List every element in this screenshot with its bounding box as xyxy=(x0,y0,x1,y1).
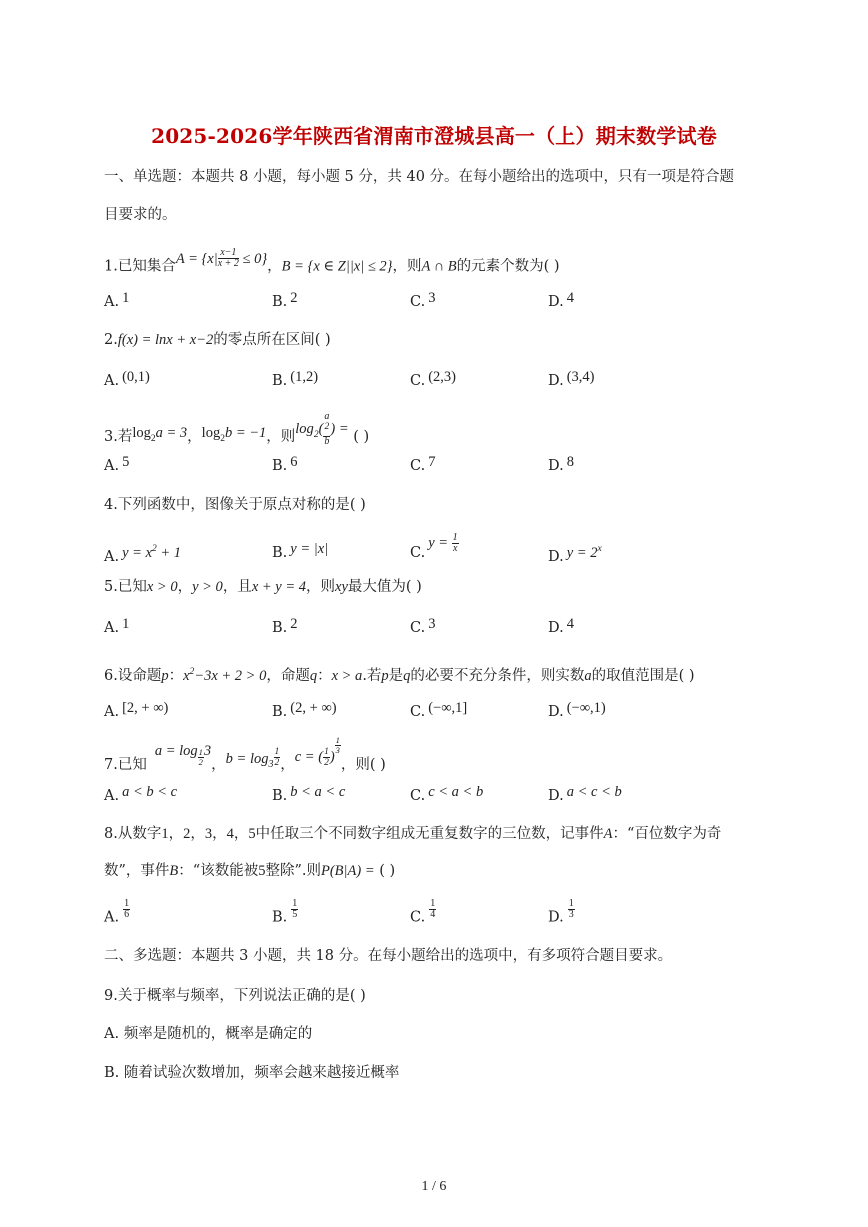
q1-option-c[interactable]: C. 3 xyxy=(410,290,436,310)
q6-option-b[interactable]: B. (2, + ∞) xyxy=(272,700,337,720)
question-1: 1.已知集合A = {x| $\frac{x-1}{x + 2}$ ≤ 0}，B = {x ∈ Z||x| ≤ 2}，则A ∩ B的元素个数为( ) xyxy=(104,247,560,275)
q9-option-b[interactable]: B. 随着试验次数增加，频率会越来越接近概率 xyxy=(104,1065,400,1081)
q2-option-a[interactable]: A. (0,1) xyxy=(104,369,150,389)
q3-option-d[interactable]: D. 8 xyxy=(548,454,574,474)
question-3: 3.若$\log_2a = 3$，$\log_2b = -1$，则$\log_2$( a $^2$ b ) = ( ) xyxy=(104,411,370,448)
q8-option-d[interactable]: D. $\frac{1}{3}$ xyxy=(548,898,574,926)
q2-option-d[interactable]: D. (3,4) xyxy=(548,369,595,389)
question-2: 2.f(x) = lnx + x−2的零点所在区间( ) xyxy=(104,332,331,348)
question-8-line2: 数”，事件B：“该数能被5整除”.则P(B|A) = ( ) xyxy=(104,863,396,879)
q5-option-b[interactable]: B. 2 xyxy=(272,616,298,636)
q8-option-a[interactable]: A. $\frac{1}{6}$ xyxy=(104,898,130,926)
q8-option-c[interactable]: C. $\frac{1}{4}$ xyxy=(410,898,436,926)
q1-option-a[interactable]: A. 1 xyxy=(104,290,130,310)
page-number: 1 / 6 xyxy=(421,1179,447,1194)
q5-option-c[interactable]: C. 3 xyxy=(410,616,436,636)
q1-option-b[interactable]: B. 2 xyxy=(272,290,298,310)
section2-instructions: 二、多选题：本题共 3 小题，共 18 分。在每小题给出的选项中，有多项符合题目要求。 xyxy=(104,948,673,964)
q2-option-b[interactable]: B. (1,2) xyxy=(272,369,319,389)
q1-fraction: $\frac{x-1}{x + 2}$ xyxy=(217,247,239,269)
question-5: 5.已知x > 0，y > 0，且x + y = 4，则xy最大值为( ) xyxy=(104,579,422,595)
q3-option-a[interactable]: A. 5 xyxy=(104,454,130,474)
q4-option-b[interactable]: B. y = |x| xyxy=(272,541,329,561)
q3-option-b[interactable]: B. 6 xyxy=(272,454,298,474)
q2-option-c[interactable]: C. (2,3) xyxy=(410,369,456,389)
q1-option-d[interactable]: D. 4 xyxy=(548,290,574,310)
section1-instructions-line2: 目要求的。 xyxy=(104,207,177,223)
q4-option-c[interactable]: C.y = $\frac{1}{x}$ xyxy=(410,532,458,561)
question-4: 4.下列函数中，图像关于原点对称的是( ) xyxy=(104,497,366,513)
question-8-line1: 8.从数字1，2，3，4，5中任取三个不同数字组成无重复数字的三位数，记事件A：“百位数字为奇 xyxy=(104,826,722,842)
q6-option-a[interactable]: A. [2, + ∞) xyxy=(104,700,169,720)
q9-option-a[interactable]: A. 频率是随机的，概率是确定的 xyxy=(104,1026,313,1042)
q7-option-a[interactable]: A. a < b < c xyxy=(104,784,178,804)
question-9: 9.关于概率与频率，下列说法正确的是( ) xyxy=(104,988,366,1004)
question-6: 6.设命题p：$x^2-3x + 2 > 0$，命题q：x > a.若p是q的必要不充分条件，则实数a的取值范围是( ) xyxy=(104,667,695,684)
question-7: 7.已知a = log $\frac{1}{2}$ 3，$b = \log_3$ $\frac{1}{2}$ ，c = ( $\frac{1}{2}$ ) $\frac{1}{3}$ ，则( ) xyxy=(104,735,386,773)
q5-option-a[interactable]: A. 1 xyxy=(104,616,130,636)
q5-option-d[interactable]: D. 4 xyxy=(548,616,574,636)
q4-option-d[interactable]: D. $y = 2^x$ xyxy=(548,544,602,565)
exam-title: 2025-2026学年陕西省渭南市澄城县高一（上）期末数学试卷 xyxy=(151,124,717,148)
q6-option-c[interactable]: C. (−∞,1] xyxy=(410,700,468,720)
q7-option-d[interactable]: D. a < c < b xyxy=(548,784,622,804)
q3-option-c[interactable]: C. 7 xyxy=(410,454,436,474)
q7-option-c[interactable]: C. c < a < b xyxy=(410,784,484,804)
section1-instructions-line1: 一、单选题：本题共 8 小题，每小题 5 分，共 40 分。在每小题给出的选项中，只有一项是符合题 xyxy=(104,169,735,185)
q6-option-d[interactable]: D. (−∞,1) xyxy=(548,700,606,720)
q7-option-b[interactable]: B. b < a < c xyxy=(272,784,346,804)
q4-option-a[interactable]: A. $y = x^2 + 1$ xyxy=(104,544,182,565)
q8-option-b[interactable]: B. $\frac{1}{5}$ xyxy=(272,898,298,926)
